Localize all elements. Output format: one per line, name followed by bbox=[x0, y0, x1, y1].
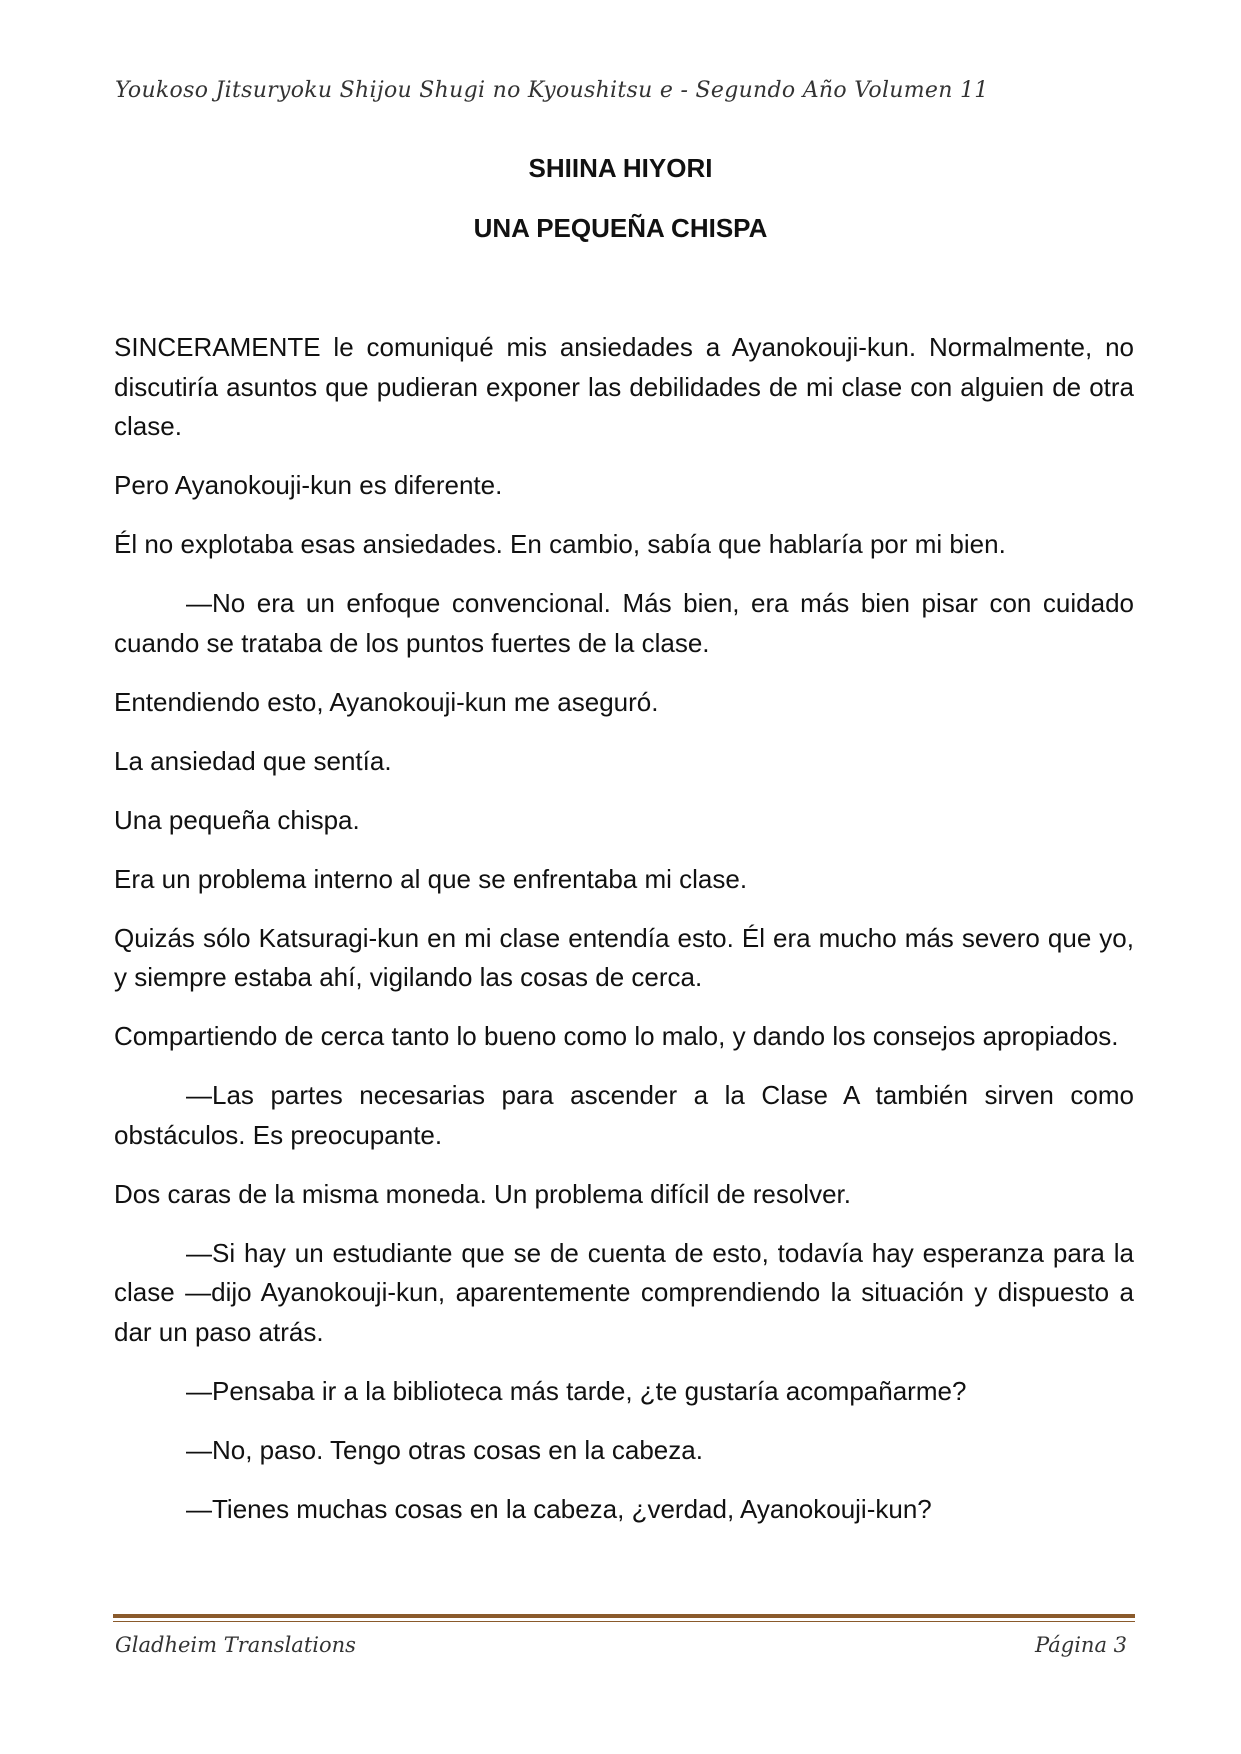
paragraph: —Tienes muchas cosas en la cabeza, ¿verdad, Ayanokouji-kun? bbox=[186, 1493, 932, 1524]
paragraph: Dos caras de la misma moneda. Un problema difícil de resolver. bbox=[114, 1178, 851, 1209]
paragraph: Quizás sólo Katsuragi-kun en mi clase entendía esto. Él era mucho más severo que yo, y siempre estaba ahí, vigilando las cosas de cerca. bbox=[114, 922, 1134, 992]
footer-divider-thin bbox=[113, 1621, 1135, 1622]
footer-publisher: Gladheim Translations bbox=[115, 1633, 356, 1657]
running-header: Youkoso Jitsuryoku Shijou Shugi no Kyoushitsu e - Segundo Año Volumen 11 bbox=[115, 78, 989, 103]
chapter-title: UNA PEQUEÑA CHISPA bbox=[473, 213, 768, 243]
paragraph: —No, paso. Tengo otras cosas en la cabeza. bbox=[186, 1434, 703, 1465]
chapter-character-title: SHIINA HIYORI bbox=[528, 153, 713, 183]
paragraph: Pero Ayanokouji-kun es diferente. bbox=[114, 470, 503, 500]
paragraph: Él no explotaba esas ansiedades. En cambio, sabía que hablaría por mi bien. bbox=[114, 529, 1006, 559]
body-text bbox=[114, 328, 1134, 1549]
paragraph: —Si hay un estudiante que se de cuenta de esto, todavía hay esperanza para la clase —dijo Ayanokouji-kun, aparentemente comprendiendo la situación y dispuesto a dar un paso atrás. bbox=[114, 1237, 1134, 1347]
paragraph: La ansiedad que sentía. bbox=[114, 745, 392, 776]
paragraph: Compartiendo de cerca tanto lo bueno como lo malo, y dando los consejos apropiados. bbox=[114, 1021, 1119, 1051]
paragraph: —Las partes necesarias para ascender a la Clase A también sirven como obstáculos. Es preocupante. bbox=[114, 1080, 1134, 1150]
paragraph: —No era un enfoque convencional. Más bien, era más bien pisar con cuidado cuando se trataba de los puntos fuertes de la clase. bbox=[114, 588, 1134, 658]
paragraph: Entendiendo esto, Ayanokouji-kun me aseguró. bbox=[114, 686, 659, 717]
paragraph: —Pensaba ir a la biblioteca más tarde, ¿te gustaría acompañarme? bbox=[186, 1375, 967, 1406]
page-number: Página 3 bbox=[1035, 1633, 1127, 1657]
paragraph: SINCERAMENTE le comuniqué mis ansiedades a Ayanokouji-kun. Normalmente, no discutiría asuntos que pudieran exponer las debilidades de mi clase con alguien de otra clase. bbox=[114, 332, 1134, 441]
paragraph: Una pequeña chispa. bbox=[114, 804, 360, 835]
paragraph: Era un problema interno al que se enfrentaba mi clase. bbox=[114, 863, 748, 894]
footer-divider bbox=[113, 1614, 1135, 1618]
